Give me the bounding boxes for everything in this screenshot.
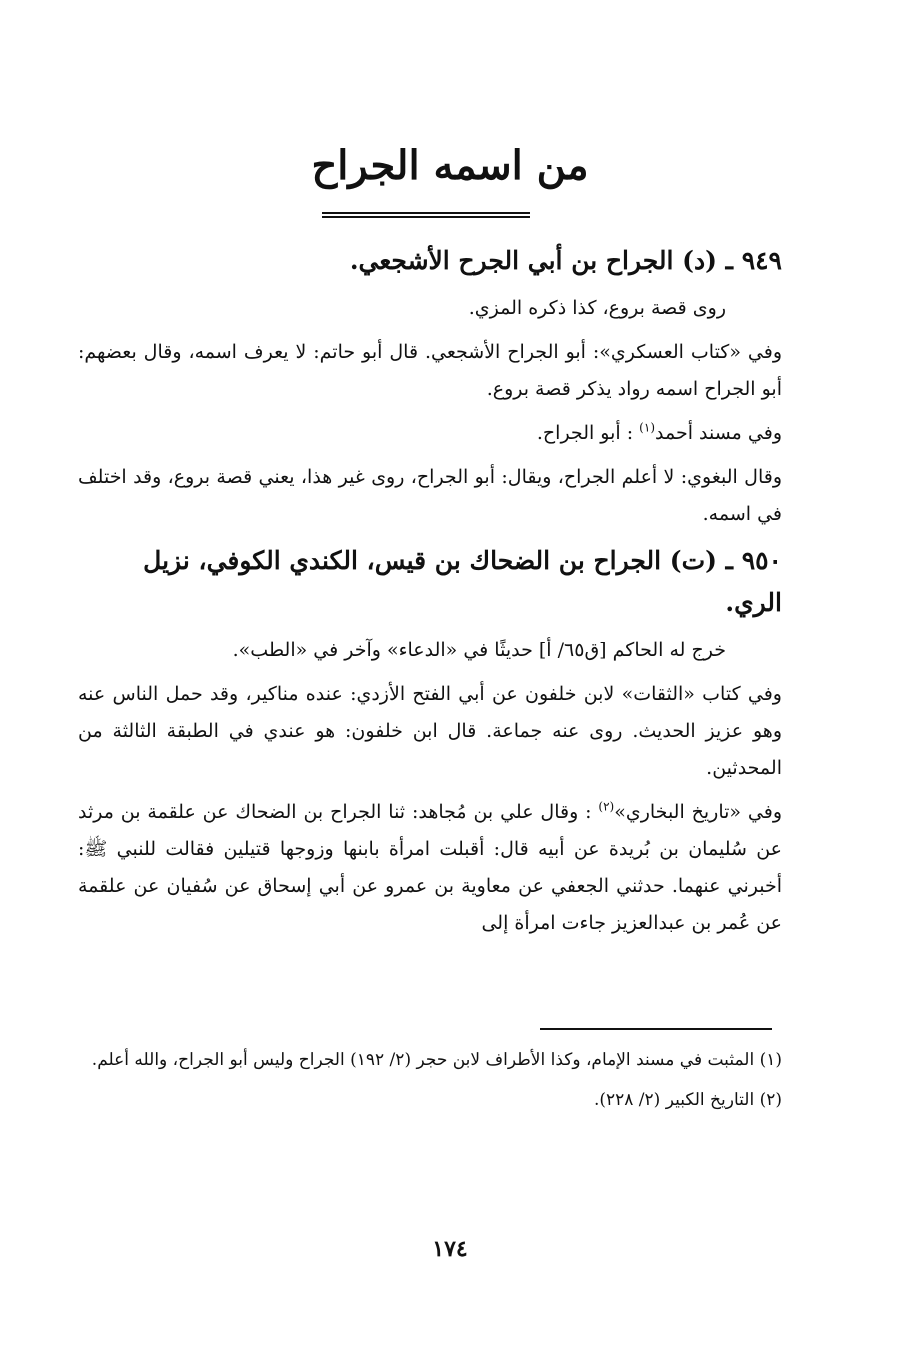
text-run: : أبو الجراح. [536, 422, 634, 444]
text-run: وفي «تاريخ البخاري» [614, 801, 782, 823]
page-number: ١٧٤ [432, 1236, 468, 1262]
footnote-2: (٢) التاريخ الكبير (٢/ ٢٢٨). [593, 1090, 782, 1110]
main-text [78, 240, 782, 949]
paragraph-bukhari [78, 794, 782, 942]
footnotes [78, 1042, 782, 1122]
paragraph: وفي «كتاب العسكري»: أبو الجراح الأشجعي. قال أبو حاتم: لا يعرف اسمه، وقال بعضهم: أبو الجراح اسمه رواد يذكر قصة بروع. [78, 341, 783, 400]
text-run: وفي مسند أحمد [655, 422, 782, 444]
paragraph: وفي كتاب «الثقات» لابن خلفون عن أبي الفتح الأزدي: عنده مناكير، وقد حمل الناس عنه وهو عزيز الحديث. روى عنه جماعة. قال ابن خلفون: هو عندي في الطبقة الثالثة من المحدثين. [78, 683, 782, 779]
entry-heading-950: ٩٥٠ ـ (ت) الجراح بن الضحاك بن قيس، الكندي الكوفي، نزيل الري. [143, 546, 782, 617]
footnote-ref[interactable]: (٢) [598, 799, 615, 814]
footnote-1: (١) المثبت في مسند الإمام، وكذا الأطراف لابن حجر (٢/ ١٩٢) الجراح وليس أبو الجراح، والله أعلم. [91, 1050, 782, 1070]
footnote-ref[interactable]: (١) [639, 420, 655, 435]
paragraph: روى قصة بروع، كذا ذكره المزي. [468, 297, 726, 319]
title-double-rule [322, 212, 530, 218]
paragraph: وقال البغوي: لا أعلم الجراح، ويقال: أبو الجراح، روى غير هذا، يعني قصة بروع، وقد اختلف في اسمه. [78, 466, 782, 525]
entry-heading-949: ٩٤٩ ـ (د) الجراح بن أبي الجرح الأشجعي. [349, 246, 782, 275]
paragraph: خرج له الحاكم [ق٦٥/ أ] حديثًا في «الدعاء» وآخر في «الطب». [232, 639, 726, 661]
section-title: من اسمه الجراح [311, 142, 589, 189]
text-run: : وقال علي بن مُجاهد: ثنا الجراح بن الضحاك عن علقمة بن مرثد عن سُليمان بن بُريدة عن أبيه قال: أقبلت امرأة بابنها وزوجها قتيلين فقالت للنبي ﷺ: أخبرني عنهما. حدثني الجعفي عن معاوية بن عمرو عن أبي إسحاق عن سُفيان عن علقمة عن عُمر بن عبدالعزيز جاءت امرأة إلى [78, 801, 782, 934]
paragraph-ahmad [78, 415, 782, 452]
footnote-separator [540, 1028, 772, 1030]
